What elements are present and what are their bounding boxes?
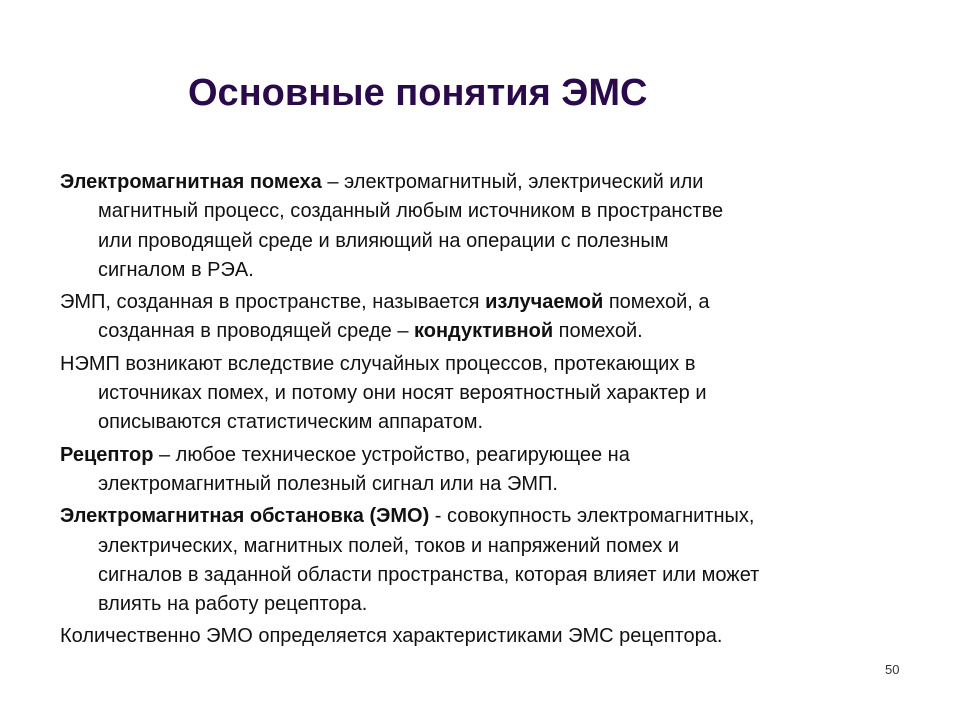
paragraph-receptor-definition <box>60 441 920 500</box>
text-line: описываются статистическим аппаратом. <box>98 411 484 434</box>
paragraph-emo-quantification <box>60 622 920 651</box>
text-line: - совокупность электромагнитных, <box>429 505 755 528</box>
text-line: или проводящей среде и влияющий на операции с полезным <box>98 229 669 252</box>
text-line: – электромагнитный, электрический или <box>321 171 704 193</box>
text-line: – любое техническое устройство, реагирующее на <box>153 443 630 466</box>
text-line: сигналом в РЭА. <box>98 258 254 281</box>
paragraph-emo-definition <box>60 502 920 619</box>
text-line: созданная в проводящей среде – <box>98 320 415 343</box>
paragraph-radiated-conducted <box>60 288 920 347</box>
text-line: ЭМП, созданная в пространстве, называется <box>60 291 486 314</box>
text-line: электромагнитный полезный сигнал или на ЭМП. <box>98 472 558 495</box>
term-receptor: Рецептор <box>60 443 154 466</box>
text-line: магнитный процесс, созданный любым источником в пространстве <box>98 200 724 223</box>
text-line: влиять на работу рецептора. <box>98 593 368 616</box>
text-line: электрических, магнитных полей, токов и напряжений помех и <box>98 534 680 557</box>
slide-body <box>60 168 920 655</box>
text-line: помехой. <box>553 320 643 343</box>
text-line: НЭМП возникают вследствие случайных процессов, протекающих в <box>60 352 696 375</box>
slide-title: Основные понятия ЭМС <box>188 72 648 114</box>
term-radiated: излучаемой <box>485 291 604 314</box>
text-line: источниках помех, и потому они носят вероятностный характер и <box>98 382 707 405</box>
text-line: помехой, а <box>603 291 710 314</box>
text-line: сигналов в заданной области пространства, которая влияет или может <box>98 563 760 586</box>
term-conducted: кондуктивной <box>414 320 554 343</box>
term-electromagnetic-environment: Электромагнитная обстановка (ЭМО) <box>60 505 430 528</box>
paragraph-random-interference <box>60 350 920 438</box>
paragraph-interference-definition <box>60 168 920 285</box>
text-line: Количественно ЭМО определяется характеристиками ЭМС рецептора. <box>60 625 723 648</box>
term-electromagnetic-interference: Электромагнитная помеха <box>60 171 322 193</box>
page-number: 50 <box>885 662 900 677</box>
